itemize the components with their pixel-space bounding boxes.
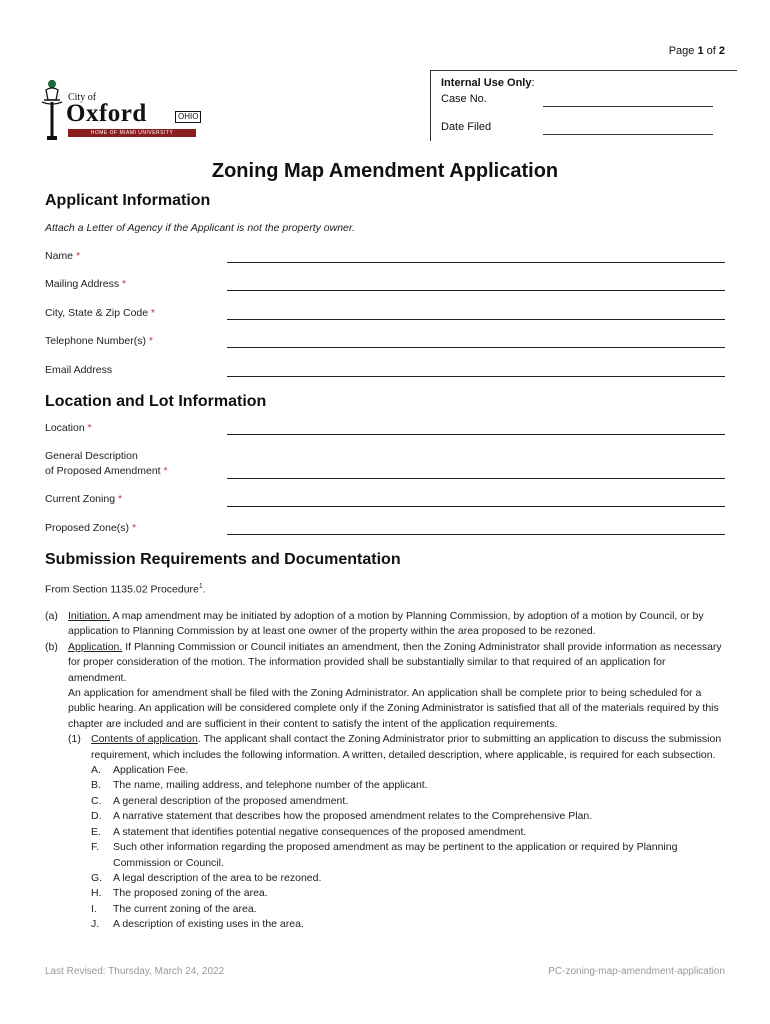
list-item (45, 778, 725, 793)
name-label (45, 249, 80, 264)
logo-tagline: HOME OF MIAMI UNIVERSITY (68, 129, 196, 137)
paragraph-b-title: Application. (68, 640, 123, 653)
current-zoning-field[interactable] (227, 505, 725, 507)
submission-source (45, 579, 725, 598)
list-item (45, 886, 725, 901)
telephone-field[interactable] (227, 346, 725, 348)
applicant-note: Attach a Letter of Agency if the Applicant is not the property owner. (45, 222, 355, 234)
paragraph-b-marker: (b) (45, 640, 58, 653)
list-item-text: A legal description of the area to be rezoned. (113, 871, 322, 884)
page-current: 1 (697, 45, 704, 57)
submission-heading: Submission Requirements and Documentation (45, 551, 401, 568)
internal-use-box (430, 70, 737, 141)
paragraph-a (45, 609, 725, 640)
list-item-text: Such other information regarding the proposed amendment as may be pertinent to the application or required by Planning Commission or Council. (113, 841, 678, 869)
paragraph-1 (45, 732, 725, 763)
list-item-marker: H. (91, 887, 102, 900)
list-item-text: The proposed zoning of the area. (113, 887, 268, 900)
location-heading: Location and Lot Information (45, 393, 267, 410)
telephone-label (45, 334, 153, 349)
city-state-zip-label (45, 306, 155, 321)
list-item-text: Application Fee. (113, 764, 189, 777)
footer-revised: Last Revised: Thursday, March 24, 2022 (45, 966, 225, 977)
email-field[interactable] (227, 375, 725, 377)
list-item-marker: E. (91, 825, 101, 838)
list-item-marker: G. (91, 871, 103, 884)
list-item (45, 825, 725, 840)
name-field[interactable] (227, 261, 725, 263)
internal-use-colon: : (531, 77, 535, 89)
required-marker: * (75, 250, 81, 262)
internal-use-label: Internal Use Only (441, 77, 532, 89)
email-label (45, 363, 112, 378)
location-label-text: Location (45, 422, 85, 434)
list-item-marker: D. (91, 810, 102, 823)
list-item (45, 902, 725, 917)
list-item-text: A narrative statement that describes how the proposed amendment relates to the Comprehensive Plan. (113, 810, 593, 823)
city-state-zip-label-text: City, State & Zip Code (45, 307, 149, 319)
logo-name: Oxford (66, 100, 147, 127)
list-item (45, 763, 725, 778)
internal-use-header (441, 77, 535, 89)
list-item-marker: I. (91, 902, 97, 915)
mailing-address-label (45, 277, 126, 292)
list-item (45, 871, 725, 886)
list-item-marker: C. (91, 794, 102, 807)
proposed-zone-label-text: Proposed Zone(s) (45, 522, 130, 534)
paragraph-1-title: Contents of application (91, 733, 198, 746)
logo-city-of: City of (68, 92, 97, 103)
mailing-address-label-text: Mailing Address (45, 278, 120, 290)
paragraph-a-marker: (a) (45, 610, 58, 622)
general-description-line1: General Description (45, 450, 138, 462)
list-item-marker: A. (91, 764, 101, 777)
paragraph-b-continued: An application for amendment shall be filed with the Zoning Administrator. An application shall be complete prior to being scheduled for a public hearing. An application will be considered complete only if the Zoning Administrator is satisfied that all of the materials required by this chapter are included and are sufficient in their content to satisfy the intent of the application requirements. (68, 687, 719, 730)
case-no-field[interactable] (543, 105, 713, 107)
general-description-label (45, 449, 168, 479)
submission-source-end: . (202, 583, 206, 596)
page-prefix: Page (668, 45, 698, 57)
list-item-text: The current zoning of the area. (113, 902, 257, 915)
paragraph-b (45, 640, 725, 686)
location-field[interactable] (227, 433, 725, 435)
list-item (45, 840, 725, 871)
proposed-zone-field[interactable] (227, 533, 725, 535)
required-marker: * (148, 335, 153, 347)
list-item-text: A statement that identifies potential negative consequences of the proposed amendment. (113, 825, 527, 838)
mailing-address-field[interactable] (227, 289, 725, 291)
list-item (45, 917, 725, 932)
list-item-marker: F. (91, 841, 100, 854)
list-item-text: The name, mailing address, and telephone number of the applicant. (113, 779, 428, 792)
required-marker: * (163, 465, 168, 477)
city-state-zip-field[interactable] (227, 318, 725, 320)
footer-doc-id: PC-zoning-map-amendment-application (548, 966, 725, 977)
page-total: 2 (718, 45, 725, 57)
location-label (45, 421, 92, 436)
required-marker: * (117, 493, 123, 505)
general-description-line2: of Proposed Amendment (45, 465, 161, 477)
footnote-ref: 1 (198, 583, 203, 590)
applicant-heading: Applicant Information (45, 192, 211, 209)
list-item-text: A description of existing uses in the area. (113, 918, 304, 931)
paragraph-a-text: A map amendment may be initiated by adoption of a motion by Planning Commission, by adoption of a motion by Council, or by application to Planning Commission by at least one owner of the property within the area proposed to be rezoned. (68, 610, 704, 638)
required-marker: * (87, 422, 92, 434)
current-zoning-label-text: Current Zoning (45, 493, 116, 505)
email-label-text: Email Address (45, 364, 113, 376)
city-logo (40, 78, 200, 142)
list-item (45, 794, 725, 809)
page-of: of (703, 45, 719, 57)
required-marker: * (131, 522, 137, 534)
paragraph-1-marker: (1) (68, 733, 81, 746)
list-item-marker: B. (91, 779, 101, 792)
requirements-list (45, 763, 725, 932)
date-filed-label: Date Filed (441, 121, 492, 133)
required-marker: * (151, 307, 156, 319)
logo-state: OHIO (175, 111, 201, 123)
general-description-field[interactable] (227, 477, 725, 479)
list-item (45, 809, 725, 824)
case-no-label: Case No. (441, 93, 487, 105)
paragraph-b-text: If Planning Commission or Council initiates an amendment, then the Zoning Administrator shall provide information as necessary for proper consideration of the motion. The information provided shall be substantially similar to that required of an application for amendment. (68, 640, 722, 684)
telephone-label-text: Telephone Number(s) (45, 335, 146, 347)
proposed-zone-label (45, 521, 136, 536)
lamp-post-icon (40, 78, 66, 142)
date-filed-field[interactable] (543, 133, 713, 135)
list-item-marker: J. (91, 918, 100, 931)
paragraph-a-title: Initiation. (68, 610, 111, 622)
list-item-text: A general description of the proposed amendment. (113, 794, 349, 807)
submission-body (45, 609, 725, 933)
submission-source-text: From Section 1135.02 Procedure (45, 583, 199, 596)
current-zoning-label (45, 492, 122, 507)
page-title: Zoning Map Amendment Application (211, 160, 559, 182)
name-label-text: Name (45, 250, 74, 262)
paragraph-1-text: . The applicant shall contact the Zoning Administrator prior to submitting an application to discuss the submission requirement, which includes the following information. A written, detailed description, where applicable, is required for each subsection. (91, 733, 722, 761)
page-number (669, 45, 725, 57)
required-marker: * (122, 278, 127, 290)
